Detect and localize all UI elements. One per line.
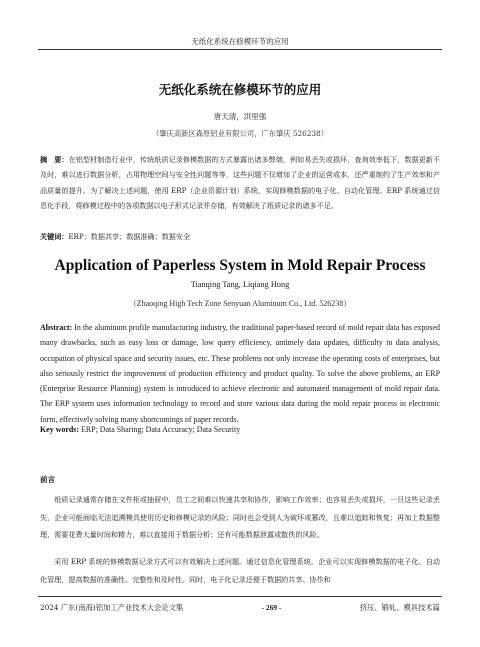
footer-proceedings: 2024 广东(南海)铝加工产业技术大会论文集: [40, 603, 184, 612]
english-abstract-label: Abstract:: [40, 323, 73, 332]
body-paragraph-1: 纸质记录通常存储在文件柜或抽屉中，员工之间难以快速共享和协作，影响工作效率；也容易丢失或损坏，一旦这些记录丢失，企业可能面临无法追溯模具使用历史和修模记录的风险；同时也会受到人为破坏或篡改，且难以追踪和恢复；再加上数据整理，需要花费大量时间和精力，难以直接用于数据分析；还有可能数据泄露或散佚的风险。: [40, 495, 440, 540]
footer-rule: [38, 596, 442, 597]
english-abstract-text: In the aluminum profile manufacturing industry, the traditional paper-based record of mold repair data has exposed many drawbacks, such as easy loss or damage, low query efficiency, untimely data updates, difficulty in data analysis, occupation of physical space and security issues, etc. These problems not only increase the operating costs of enterprises, but also seriously restrict the improvement of production efficiency and product quality. To solve the above problems, an ERP (Enterprise Resource Planning) system is introduced to achieve electronic and automated management of mold repair data. The ERP system uses information technology to record and store various data during the mold repair process in electronic form, effectively solving many shortcomings of paper records.: [40, 323, 440, 424]
english-authors: Tianqing Tang, Liqiang Hong: [190, 280, 290, 289]
chinese-affiliation: （肇庆高新区森原铝业有限公司，广东肇庆 526238）: [151, 129, 329, 138]
chinese-abstract-label: 摘 要：: [40, 155, 69, 164]
chinese-keywords-label: 关键词：: [40, 232, 69, 241]
footer-section: 挤压、锻轧、模具技术篇: [359, 603, 440, 612]
section-title-preface: 前言: [40, 475, 55, 484]
chinese-abstract: [40, 152, 440, 214]
english-abstract: [40, 320, 440, 427]
running-head: 无纸化系统在修模环节的应用: [191, 37, 289, 46]
english-keywords: [40, 422, 440, 437]
chinese-abstract-text: 在铝型材制造行业中，传统纸质记录修模数据的方式暴露出诸多弊端，例如易丢失或损坏，查询效率低下，数据更新不及时，难以进行数据分析，占用物理空间与安全性问题等等，这些问题不仅增加了企业的运营成本，还严重制约了生产效率和产品质量的提升。为了解决上述问题，使用 ERP（企业资源计划）系统，实现修模数据的电子化、自动化管理。ERP 系统通过信息化手段，将修模过程中的各项数据以电子形式记录并存储，有效解决了纸质记录的诸多不足。: [40, 155, 440, 211]
body-paragraph-2: 采用 ERP 系统的修模数据记录方式可以有效解决上述问题。通过信息化管理系统，企业可以实现修模数据的电子化、自动化管理，提高数据的准确性、完整性和及时性。同时，电子化记录还便于数据的共享、协作和: [40, 557, 440, 584]
english-keywords-text: ERP; Data Sharing; Data Accuracy; Data Security: [79, 425, 241, 434]
english-affiliation: （Zhaoqing High Tech Zone Senyuan Aluminum Co., Ltd. 526238）: [128, 299, 352, 308]
page-number: - 269 -: [261, 603, 282, 612]
english-keywords-label: Key words:: [40, 425, 80, 434]
chinese-title: 无纸化系统在修模环节的应用: [158, 82, 322, 97]
chinese-keywords: [40, 229, 440, 244]
chinese-authors: 唐天清，洪里强: [213, 112, 267, 121]
english-title: Application of Paperless System in Mold Repair Process: [54, 257, 426, 274]
chinese-keywords-text: ERP；数据共享；数据准确；数据安全: [68, 232, 191, 241]
page-footer: [40, 603, 440, 613]
header-rule: [38, 49, 442, 50]
